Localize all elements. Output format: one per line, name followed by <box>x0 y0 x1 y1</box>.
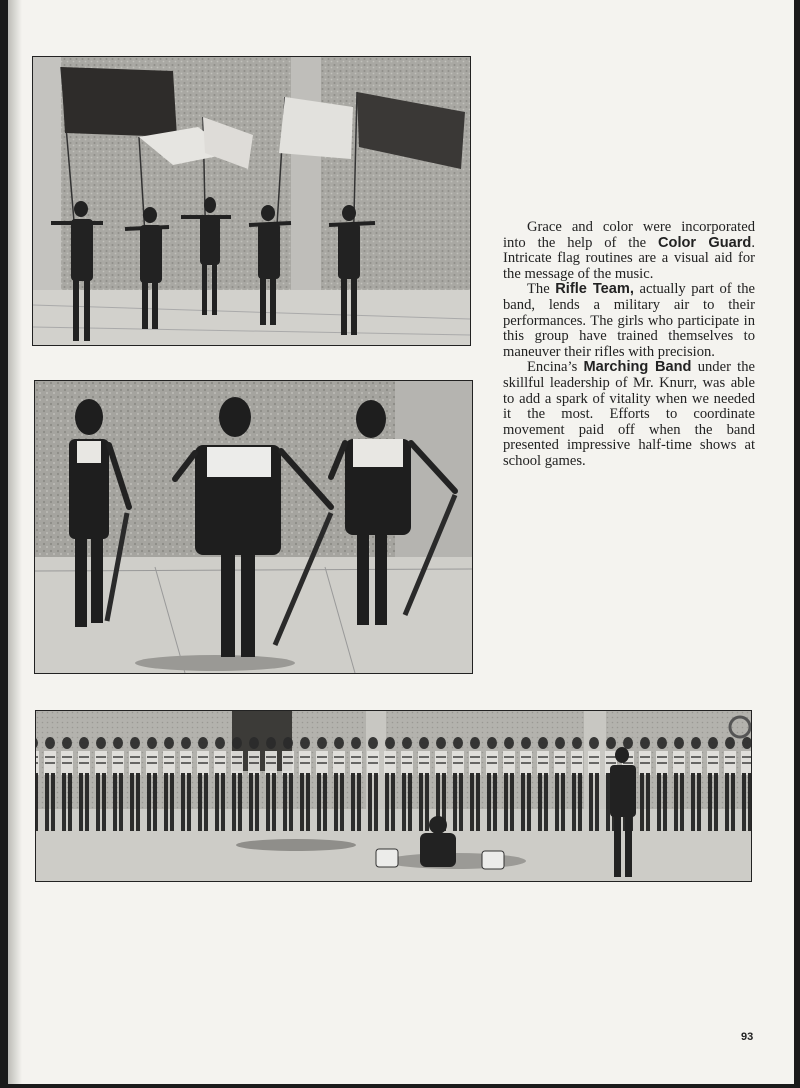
rifle-team-heading: Rifle Team, <box>555 281 634 298</box>
marching-band-heading: Marching Band <box>583 359 692 376</box>
marching-band-photo <box>35 710 752 882</box>
color-guard-photo <box>32 56 471 346</box>
yearbook-page <box>8 0 794 1084</box>
rifle-team-photo <box>34 380 473 674</box>
page-number: 93 <box>741 1031 754 1043</box>
color-guard-paragraph: Grace and color were incorporated into the help of the Color Guard. Intricate flag routines are a visual aid for the message of the music. <box>503 219 755 282</box>
marching-band-paragraph: Encina’s Marching Band under the skillful leadership of Mr. Knurr, was able to add a spark of vitality when we needed it the most. Efforts to coordinate movement paid off when the band presented impressive half-time shows at school games. <box>503 359 756 469</box>
article-body <box>503 220 755 470</box>
color-guard-heading: Color Guard <box>657 234 752 251</box>
page-spine-shadow <box>8 0 22 1084</box>
rifle-team-paragraph: The Rifle Team, actually part of the band, lends a military air to their performances. The girls who participate in this group have trained themselves to maneuver their rifles with precision. <box>503 281 755 360</box>
